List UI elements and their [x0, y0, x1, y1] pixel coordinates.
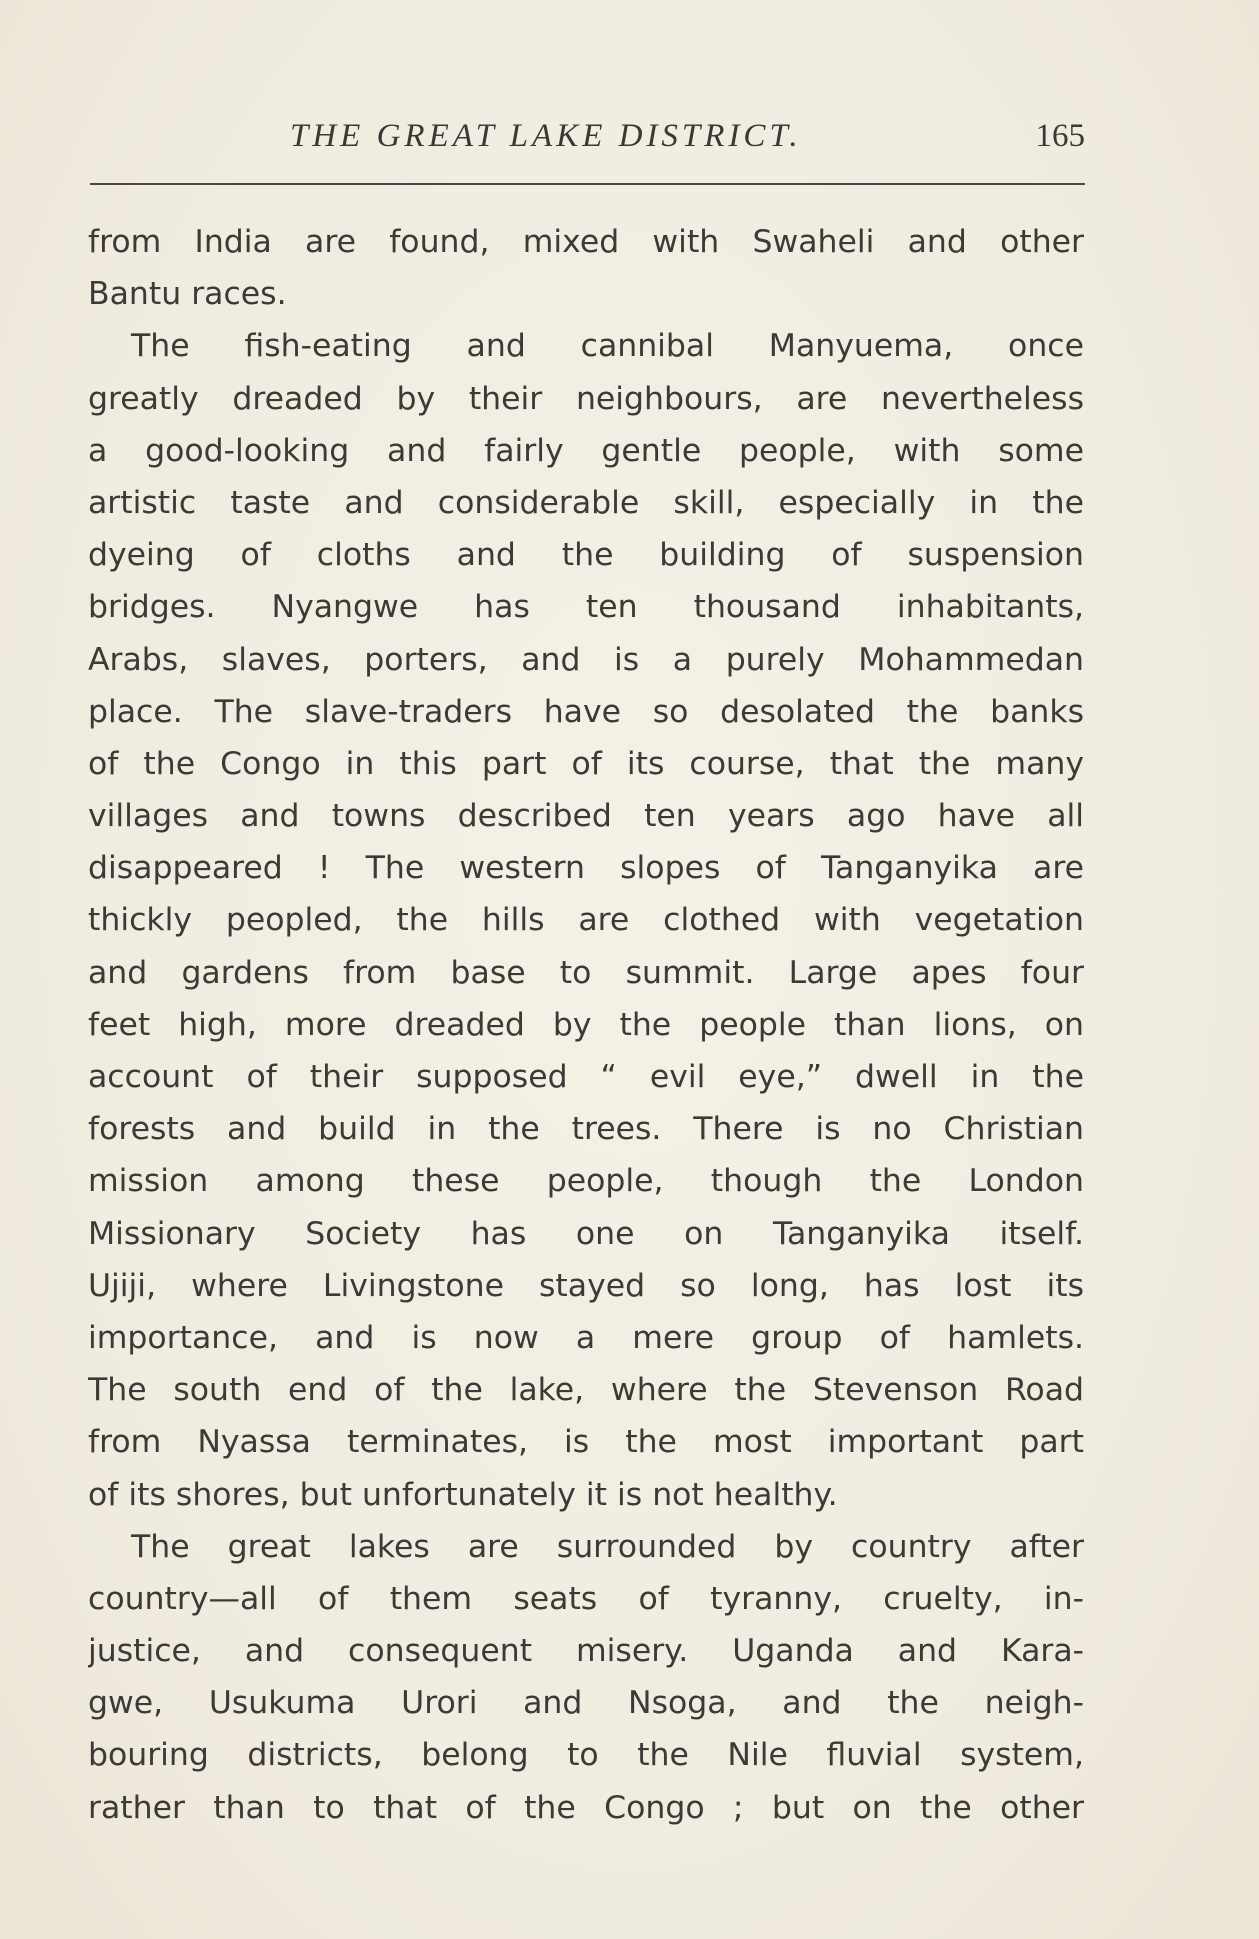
text-line: gwe, Usukuma Urori and Nsoga, and the neigh-: [88, 1685, 1084, 1722]
text-line: place. The slave-traders have so desolated the banks: [88, 693, 1084, 730]
text-line: The fish-eating and cannibal Manyuema, once: [131, 328, 1084, 365]
text-line: rather than to that of the Congo ; but on the other: [88, 1789, 1084, 1826]
text-line: thickly peopled, the hills are clothed with vegetation: [88, 902, 1084, 939]
text-line: disappeared ! The western slopes of Tanganyika are: [88, 850, 1084, 887]
text-line: of its shores, but unfortunately it is not healthy.: [88, 1476, 838, 1513]
text-line: Missionary Society has one on Tanganyika itself.: [88, 1215, 1084, 1252]
text-line: artistic taste and considerable skill, especially in the: [88, 484, 1084, 521]
running-head: [90, 118, 1085, 168]
page-number: 165: [1035, 118, 1085, 154]
text-line: from Nyassa terminates, is the most important part: [88, 1424, 1084, 1461]
running-head-title: THE GREAT LAKE DISTRICT.: [290, 118, 802, 154]
text-line: The south end of the lake, where the Stevenson Road: [88, 1372, 1084, 1409]
text-line: Arabs, slaves, porters, and is a purely Mohammedan: [88, 641, 1084, 678]
text-line: of the Congo in this part of its course, that the many: [88, 745, 1084, 782]
text-line: country—all of them seats of tyranny, cruelty, in-: [88, 1580, 1084, 1617]
body-text: [88, 216, 1084, 1834]
text-line: a good-looking and fairly gentle people, with some: [88, 432, 1084, 469]
text-line: villages and towns described ten years ago have all: [88, 798, 1084, 835]
text-line: The great lakes are surrounded by country after: [131, 1528, 1084, 1565]
text-line: account of their supposed “ evil eye,” dwell in the: [88, 1059, 1084, 1095]
text-line: bouring districts, belong to the Nile fluvial system,: [88, 1737, 1084, 1774]
text-line: forests and build in the trees. There is no Christian: [88, 1111, 1084, 1148]
text-line: Ujiji, where Livingstone stayed so long, has lost its: [88, 1267, 1084, 1304]
text-line: importance, and is now a mere group of hamlets.: [88, 1319, 1084, 1356]
text-line: bridges. Nyangwe has ten thousand inhabitants,: [88, 589, 1084, 626]
text-line: feet high, more dreaded by the people than lions, on: [88, 1006, 1084, 1043]
text-line: mission among these people, though the London: [88, 1163, 1084, 1200]
text-line: dyeing of cloths and the building of suspension: [88, 537, 1084, 574]
text-line: justice, and consequent misery. Uganda and Kara-: [88, 1633, 1084, 1670]
text-line: greatly dreaded by their neighbours, are nevertheless: [88, 380, 1084, 417]
text-line: from India are found, mixed with Swaheli and other: [88, 224, 1084, 260]
header-rule: [90, 183, 1085, 185]
text-line: Bantu races.: [88, 276, 287, 313]
text-line: and gardens from base to summit. Large apes four: [88, 954, 1084, 991]
